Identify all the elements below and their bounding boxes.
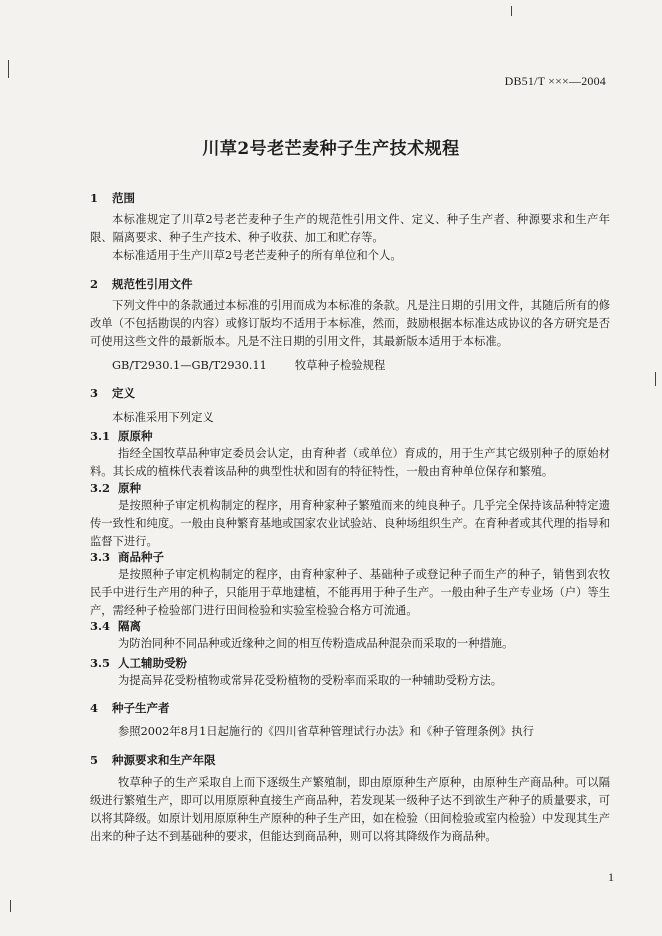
section-heading: 3 定义 [90,386,135,400]
paragraph: 指经全国牧草品种审定委员会认定，由育种者（或单位）育成的，用于生产其它级别种子的原始材料。其长成的植株代表着该品种的典型性状和固有的特征特性，一般由育种单位保存和繁殖。 [90,447,610,478]
paragraph: 是按照种子审定机构制定的程序，由育种家种子、基础种子或登记种子而生产的种子，销售到农牧民手中进行生产用的种子，只能用于草地建植，不能再用于种子生产。一般由种子生产专业场（户）等生产，需经种子检验部门进行田间检验和实验室检验合格方可流通。 [90,568,610,617]
paragraph: 牧草种子的生产采取自上而下逐级生产繁殖制，即由原原种生产原种，由原种生产商品种。可以隔级进行繁殖生产，即可以用原原种直接生产商品种，若发现某一级种子达不到欲生产种子的质量要求，可以将其降级。如原计划用原原种生产原种的种子生产田，如在检验（田间检验或室内检验）中发现其生产出来的种子达不到基础种的要求，但能达到商品种，则可以将其降级作为商品种。 [90,776,610,843]
subsection-heading: 3.3 商品种子 [90,550,164,564]
paragraph: 为防治同种不同品种或近缘种之间的相互传粉造成品种混杂而采取的一种措施。 [118,637,514,650]
section-heading: 1 范围 [90,191,135,205]
subsection-heading: 3.4 隔离 [90,619,141,633]
subsection-heading: 3.2 原种 [90,481,141,495]
reference-line: GB/T2930.1—GB/T2930.11 牧草种子检验规程 [112,359,386,372]
paragraph: 本标准采用下列定义 [112,411,214,424]
scan-speck [10,900,11,912]
section-heading: 2 规范性引用文件 [90,277,193,291]
paragraph: 参照2002年8月1日起施行的《四川省草种管理试行办法》和《种子管理条例》执行 [118,725,534,738]
scan-speck [8,60,9,78]
subsection-heading: 3.1 原原种 [90,429,153,443]
paragraph: 本标准规定了川草2号老芒麦种子生产的规范性引用文件、定义、种子生产者、种源要求和生产年限、隔离要求、种子生产技术、种子收获、加工和贮存等。 [90,213,610,244]
page-title: 川草2号老芒麦种子生产技术规程 [202,139,460,159]
section-heading: 4 种子生产者 [90,701,170,715]
paragraph: 下列文件中的条款通过本标准的引用而成为本标准的条款。凡是注日期的引用文件，其随后所有的修改单（不包括勘误的内容）或修订版均不适用于本标准，然而，鼓励根据本标准达成协议的各方研究是否可使用这些文件的最新版本。凡是不注日期的引用文件，其最新版本适用于本标准。 [90,299,610,348]
paragraph: 本标准适用于生产川草2号老芒麦种子的所有单位和个人。 [112,249,402,262]
scan-speck [655,372,656,386]
document-number: DB51/T ×××—2004 [504,74,606,88]
paragraph: 为提高异花受粉植物或常异花受粉植物的受粉率而采取的一种辅助受粉方法。 [118,674,503,687]
scan-speck [511,6,512,16]
section-heading: 5 种源要求和生产年限 [90,753,216,767]
page-number: 1 [608,870,614,884]
subsection-heading: 3.5 人工辅助受粉 [90,656,187,670]
paragraph: 是按照种子审定机构制定的程序，用育种家种子繁殖而来的纯良种子。几乎完全保持该品种特定遗传一致性和纯度。一般由良种繁育基地或国家农业试验站、良种场组织生产。在育种者或其代理的指导和监督下进行。 [90,499,610,548]
